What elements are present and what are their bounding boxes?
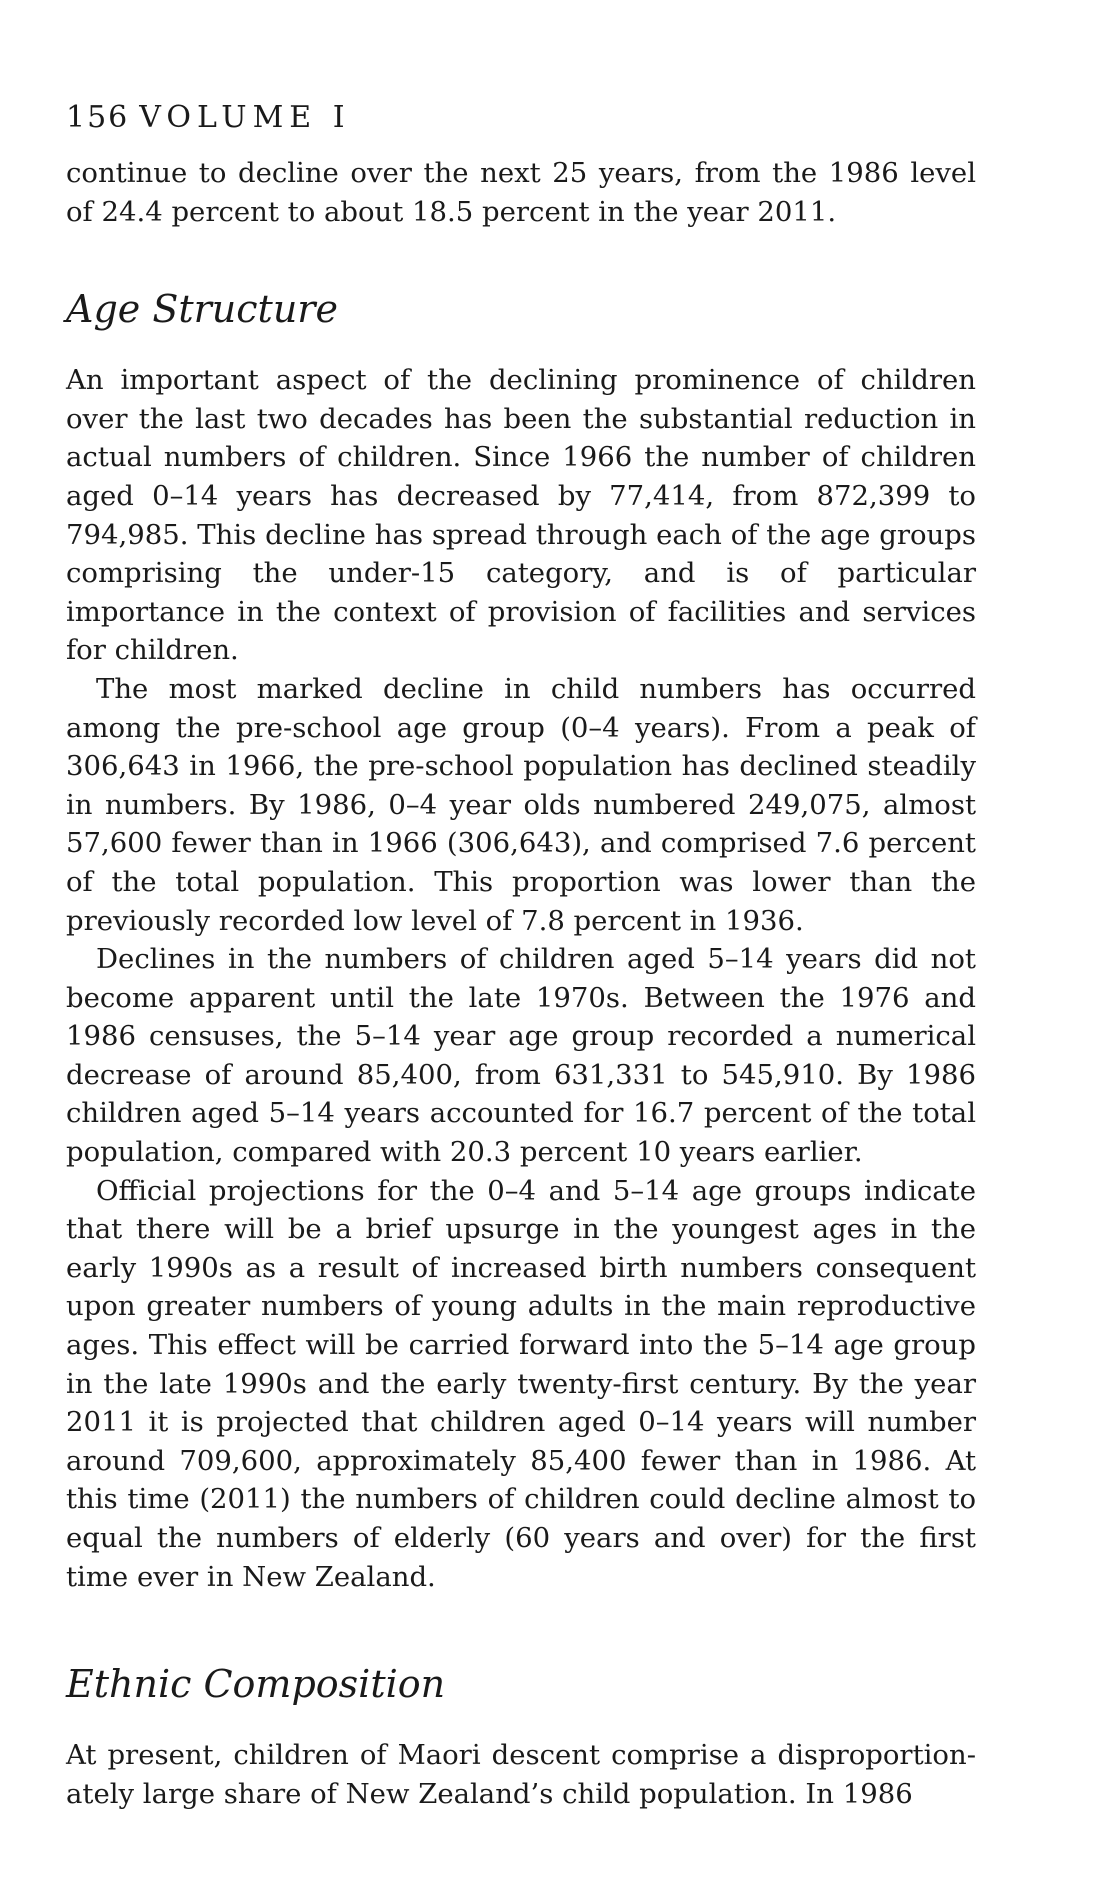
running-head [66,100,976,136]
age-structure-paragraph-3: Declines in the numbers of children aged 5–14 years did not become apparent until the late 1970s. Between the 1976 and 1986 censuses, the 5–14 year age group recorded a numerical decrease of around 85,400, from 631,331 to 545,910. By 1986 children aged 5–14 years accounted for 16.7 percent of the total population, compared with 20.3 percent 10 years earlier. [66,943,976,1169]
age-structure-paragraph-1: An important aspect of the declining prominence of children over the last two decades has been the substantial reduction in actual numbers of children. Since 1966 the number of children aged 0–14 years has decreased by 77,414, from 872,399 to 794,985. This decline has spread through each of the age groups comprising the under-15 category, and is of particular importance in the context of provision of facilities and services for children. [66,364,976,667]
volume-label: VOLUME I [139,100,351,135]
page-number: 156 [66,100,130,135]
ethnic-composition-paragraph-1: At present, children of Maori descent comprise a disproportion- ately large share of New Zealand’s child population. In 1986 [66,1739,976,1810]
age-structure-paragraph-2: The most marked decline in child numbers has occurred among the pre-school age group (0–4 years). From a peak of 306,643 in 1966, the pre-school population has declined steadily in numbers. By 1986, 0–4 year olds numbered 249,075, almost 57,600 fewer than in 1966 (306,643), and comprised 7.6 percent of the total population. This proportion was lower than the previously recorded low level of 7.8 percent in 1936. [66,672,976,937]
book-page [66,100,976,1813]
ethnic-composition-heading: Ethnic Composition [66,1662,446,1707]
intro-paragraph: continue to decline over the next 25 years, from the 1986 level of 24.4 percent to about 18.5 percent in the year 2011. [66,157,976,228]
age-structure-paragraph-4: Official projections for the 0–4 and 5–14 age groups indicate that there will be a brief upsurge in the youngest ages in the early 1990s as a result of increased birth numbers consequent upon greater numbers of young adults in the main reproductive ages. This effect will be carried forward into the 5–14 age group in the late 1990s and the early twenty-first century. By the year 2011 it is projected that children aged 0–14 years will number around 709,600, approximately 85,400 fewer than in 1986. At this time (2011) the numbers of children could decline almost to equal the numbers of elderly (60 years and over) for the first time ever in New Zealand. [66,1174,976,1593]
age-structure-heading: Age Structure [66,287,338,332]
